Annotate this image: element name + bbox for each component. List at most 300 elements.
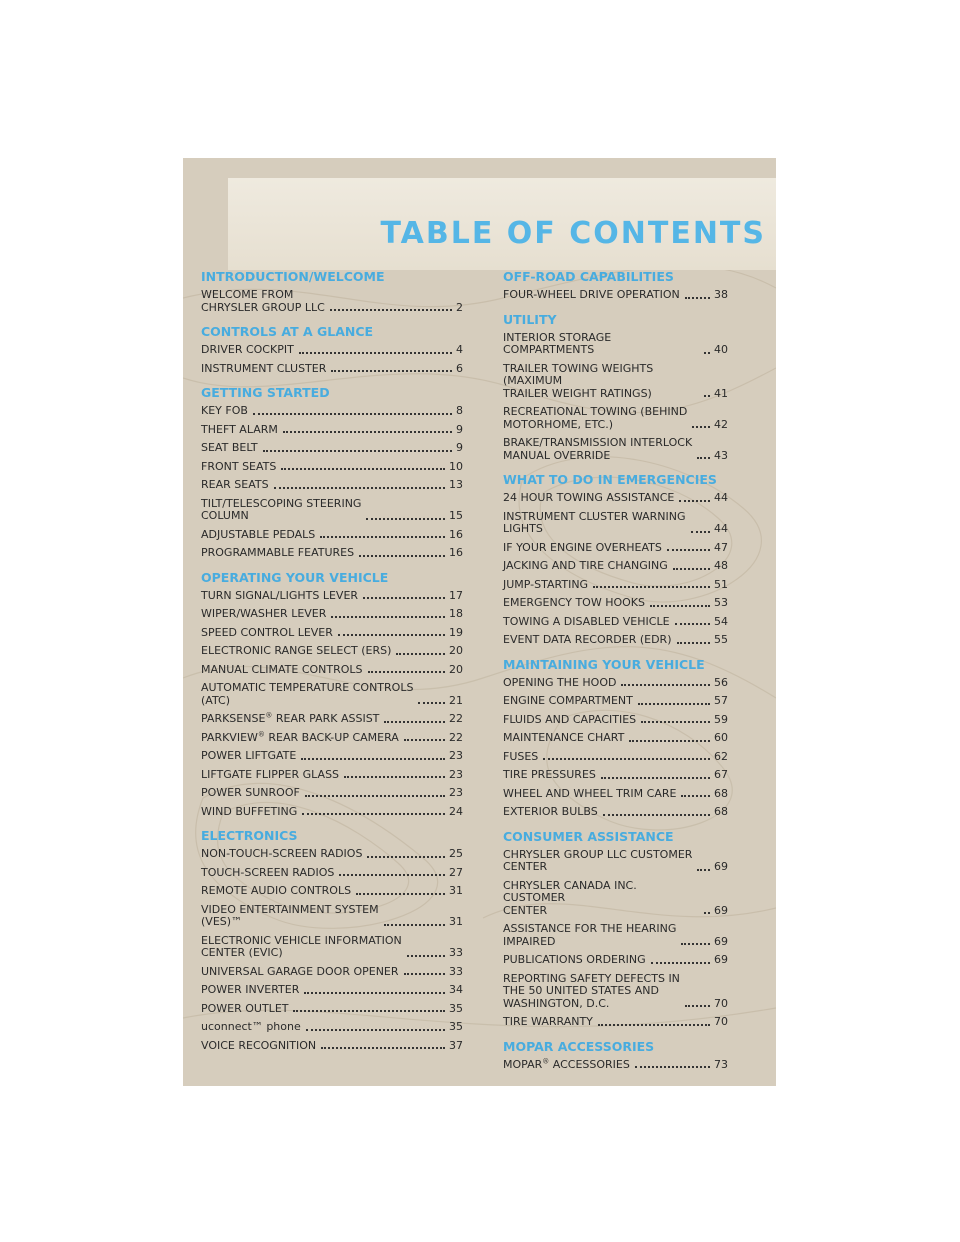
page-number: 70 [714, 996, 728, 1010]
dot-leader [543, 758, 710, 760]
dot-leader [697, 457, 710, 459]
toc-entry[interactable] [201, 344, 463, 357]
toc-entry[interactable] [201, 498, 463, 523]
dot-leader [650, 605, 710, 607]
entry-title [201, 645, 391, 658]
dot-leader [320, 536, 445, 538]
dot-leader [667, 549, 710, 551]
entry-title-text: MANUAL CLIMATE CONTROLS [201, 662, 363, 676]
entry-title [503, 560, 668, 573]
section-heading: GETTING STARTED [201, 385, 330, 400]
dot-leader [396, 653, 445, 655]
entry-title [201, 608, 326, 621]
page-number: 31 [449, 884, 463, 897]
page-number: 51 [714, 577, 728, 591]
page-number: 6 [456, 361, 463, 375]
toc-entry[interactable] [201, 590, 463, 603]
page-number: 56 [714, 675, 728, 689]
toc-entry[interactable] [503, 579, 728, 592]
dot-leader [368, 671, 445, 673]
toc-entry[interactable] [503, 849, 728, 874]
entry-title [503, 289, 680, 302]
toc-entry[interactable] [503, 289, 728, 302]
toc-entry[interactable] [201, 885, 463, 898]
toc-entry[interactable] [201, 627, 463, 640]
toc-right-column [503, 268, 728, 1077]
entry-title-text: TILT/TELESCOPING STEERING COLUMN [201, 496, 362, 522]
entry-title-text: REPORTING SAFETY DEFECTS IN THE 50 UNITED STATES AND WASHINGTON, D.C. [503, 971, 680, 1010]
dot-leader [601, 777, 710, 779]
entry-title-text: FOUR-WHEEL DRIVE OPERATION [503, 288, 680, 301]
dot-leader [704, 912, 710, 914]
entry-title-text: WHEEL AND WHEEL TRIM CARE [503, 786, 677, 800]
dot-leader [384, 924, 445, 926]
dot-leader [253, 413, 452, 415]
page-number: 47 [714, 540, 728, 554]
entry-title-text: BRAKE/TRANSMISSION INTERLOCK MANUAL OVERRIDE [503, 436, 693, 462]
page-number: 24 [449, 804, 463, 818]
entry-title-text: SEAT BELT [201, 441, 258, 454]
toc-entry[interactable] [201, 1040, 463, 1053]
entry-title [503, 806, 598, 819]
toc-entry[interactable] [201, 645, 463, 658]
toc-entry[interactable] [201, 424, 463, 437]
dot-leader [407, 955, 445, 957]
entry-title [201, 590, 358, 603]
entry-title-text: VIDEO ENTERTAINMENT SYSTEM (VES)™ [201, 902, 379, 928]
page-number: 27 [449, 865, 463, 879]
toc-entry[interactable] [201, 1003, 463, 1016]
toc-entry[interactable] [503, 363, 728, 401]
section-heading: CONSUMER ASSISTANCE [503, 828, 674, 844]
entry-title-text: REMOTE AUDIO CONTROLS [201, 884, 352, 897]
dot-leader [363, 597, 445, 599]
page-number: 54 [714, 614, 728, 628]
entry-title-text: PROGRAMMABLE FEATURES [201, 546, 355, 559]
entry-title-text: POWER OUTLET [201, 1001, 289, 1015]
dot-leader [301, 758, 445, 760]
toc-entry[interactable] [201, 682, 463, 707]
entry-title-text: PUBLICATIONS ORDERING [503, 953, 646, 966]
dot-leader [638, 703, 710, 705]
toc-entry[interactable] [201, 1021, 463, 1034]
toc-entry[interactable] [503, 1016, 728, 1029]
entry-title-suffix: ACCESSORIES [549, 1057, 630, 1071]
toc-entry[interactable] [503, 511, 728, 536]
page-number: 15 [449, 509, 463, 522]
entry-title-text: VOICE RECOGNITION [201, 1038, 317, 1052]
dot-leader [306, 1029, 445, 1031]
entry-title [503, 492, 674, 505]
page-number: 25 [449, 847, 463, 860]
page-number: 62 [714, 749, 728, 763]
entry-title [201, 363, 326, 376]
dot-leader [338, 634, 445, 636]
page-number: 8 [456, 404, 463, 417]
toc-entry[interactable] [201, 904, 463, 929]
entry-title-text: NON-TOUCH-SCREEN RADIOS [201, 847, 363, 860]
entry-title-text: MOPAR [503, 1057, 543, 1071]
toc-entry[interactable] [503, 332, 728, 357]
toc-entry[interactable] [201, 729, 463, 745]
dot-leader [359, 555, 445, 557]
page-number: 21 [449, 693, 463, 707]
toc-entry[interactable] [201, 806, 463, 819]
toc-entry[interactable] [503, 732, 728, 745]
dot-leader [304, 992, 445, 994]
page-number: 23 [449, 786, 463, 799]
toc-entry[interactable] [201, 479, 463, 492]
page-number: 19 [449, 625, 463, 639]
entry-title [201, 729, 399, 745]
page-number: 10 [449, 459, 463, 473]
dot-leader [299, 352, 452, 354]
entry-title-text: TOUCH-SCREEN RADIOS [201, 865, 335, 879]
dot-leader [593, 586, 710, 588]
dot-leader [344, 776, 445, 778]
entry-title-text: JACKING AND TIRE CHANGING [503, 559, 668, 572]
page-number: 17 [449, 588, 463, 602]
toc-entry[interactable] [201, 750, 463, 763]
page-number: 16 [449, 546, 463, 559]
page-number: 9 [456, 441, 463, 454]
page-number: 34 [449, 983, 463, 996]
page-number: 68 [714, 786, 728, 800]
page-number: 4 [456, 343, 463, 356]
page-number: 44 [714, 491, 728, 504]
entry-title [201, 966, 399, 979]
toc-entry[interactable] [201, 935, 463, 960]
toc-entry[interactable] [503, 923, 728, 948]
entry-title [503, 579, 588, 592]
toc-entry[interactable] [201, 966, 463, 979]
dot-leader [331, 370, 452, 372]
entry-title-text: CHRYSLER CANADA INC. CUSTOMER CENTER [503, 878, 637, 917]
page-number: 53 [714, 596, 728, 609]
entry-title [503, 1016, 593, 1029]
entry-title [503, 788, 676, 801]
section-heading: OFF-ROAD CAPABILITIES [503, 269, 674, 284]
dot-leader [418, 702, 445, 704]
entry-title [503, 954, 646, 967]
entry-title-text: POWER SUNROOF [201, 786, 300, 799]
toc-entry[interactable] [201, 363, 463, 376]
dot-leader [651, 962, 710, 964]
entry-title [201, 1021, 301, 1034]
entry-title-text: RECREATIONAL TOWING (BEHIND MOTORHOME, ETC.) [503, 405, 688, 431]
page-number: 23 [449, 749, 463, 762]
entry-title [201, 498, 361, 523]
toc-entry[interactable] [201, 713, 463, 726]
page-number: 35 [449, 1020, 463, 1033]
entry-title [201, 867, 334, 880]
toc-entry[interactable] [503, 437, 728, 462]
toc-entry[interactable] [201, 461, 463, 474]
toc-entry[interactable] [201, 664, 463, 677]
entry-title-text: OPENING THE HOOD [503, 675, 617, 689]
registered-mark: ® [265, 711, 273, 720]
entry-title [201, 885, 351, 898]
entry-title-text: MAINTENANCE CHART [503, 731, 625, 744]
entry-title [201, 904, 379, 929]
entry-title [201, 664, 363, 677]
dot-leader [679, 500, 710, 502]
entry-title-text: uconnect™ phone [201, 1020, 301, 1033]
dot-leader [697, 869, 710, 871]
entry-title [201, 627, 333, 640]
entry-title [503, 973, 680, 1011]
entry-title [503, 406, 687, 431]
entry-title-text: ADJUSTABLE PEDALS [201, 527, 316, 541]
dot-leader [321, 1047, 445, 1049]
entry-title-text: WIPER/WASHER LEVER [201, 607, 327, 620]
entry-title-text: ELECTRONIC VEHICLE INFORMATION CENTER (EVIC) [201, 933, 402, 959]
page-number: 42 [714, 417, 728, 431]
page-number: 69 [714, 934, 728, 948]
entry-title [503, 511, 686, 536]
toc-entry[interactable] [201, 867, 463, 880]
page-number: 20 [449, 662, 463, 676]
entry-title-text: WELCOME FROM CHRYSLER GROUP LLC [201, 288, 325, 314]
page-number: 35 [449, 1001, 463, 1015]
entry-title [201, 1040, 316, 1053]
page-number: 67 [714, 768, 728, 781]
entry-title [201, 848, 362, 861]
entry-title-text: UNIVERSAL GARAGE DOOR OPENER [201, 964, 399, 978]
title-banner [228, 178, 776, 270]
toc-entry[interactable] [503, 1056, 728, 1072]
entry-title [201, 984, 299, 997]
dot-leader [302, 813, 445, 815]
entry-title [503, 332, 699, 357]
page-number: 31 [449, 915, 463, 928]
dot-leader [331, 616, 445, 618]
dot-leader [641, 721, 710, 723]
page-number: 69 [714, 860, 728, 873]
toc-entry[interactable] [201, 442, 463, 455]
toc-entry[interactable] [503, 954, 728, 967]
page-number: 41 [714, 386, 728, 400]
page-number: 43 [714, 448, 728, 462]
section-heading: UTILITY [503, 311, 557, 327]
dot-leader [274, 487, 445, 489]
dot-leader [263, 450, 452, 452]
entry-title-text: SPEED CONTROL LEVER [201, 625, 333, 639]
entry-title [503, 1056, 630, 1072]
toc-entry[interactable] [503, 406, 728, 431]
entry-title-text: INSTRUMENT CLUSTER [201, 361, 327, 375]
toc-entry[interactable] [503, 542, 728, 555]
entry-title [201, 442, 258, 455]
entry-title-text: EMERGENCY TOW HOOKS [503, 596, 645, 609]
toc-entry[interactable] [503, 880, 728, 918]
toc-entry[interactable] [201, 608, 463, 621]
entry-title-text: EVENT DATA RECORDER (EDR) [503, 633, 672, 646]
dot-leader [635, 1066, 710, 1068]
entry-title [503, 363, 699, 401]
dot-leader [685, 297, 710, 299]
entry-title [503, 616, 670, 629]
entry-title-text: THEFT ALARM [201, 422, 278, 436]
dot-leader [692, 426, 710, 428]
toc-entry[interactable] [503, 597, 728, 610]
entry-title [201, 935, 402, 960]
entry-title-text: FRONT SEATS [201, 459, 277, 473]
toc-entry[interactable] [201, 289, 463, 314]
toc-entry[interactable] [503, 788, 728, 801]
registered-mark: ® [257, 729, 265, 738]
dot-leader [293, 1010, 445, 1012]
page-number: 9 [456, 422, 463, 436]
entry-title-text: PARKSENSE [201, 712, 266, 725]
entry-title [503, 923, 676, 948]
entry-title [201, 289, 325, 314]
entry-title-text: ASSISTANCE FOR THE HEARING IMPAIRED [503, 922, 677, 948]
entry-title-text: AUTOMATIC TEMPERATURE CONTROLS (ATC) [201, 681, 414, 707]
dot-leader [629, 740, 710, 742]
toc-entry[interactable] [503, 560, 728, 573]
entry-title [201, 529, 315, 542]
dot-leader [305, 795, 445, 797]
page-number: 60 [714, 731, 728, 744]
entry-title [201, 750, 296, 763]
entry-title-text: DRIVER COCKPIT [201, 343, 294, 356]
entry-title [201, 405, 248, 418]
page-number: 57 [714, 694, 728, 707]
entry-title-text: POWER INVERTER [201, 983, 300, 996]
entry-title [201, 713, 379, 726]
entry-title-text: TIRE PRESSURES [503, 768, 596, 781]
toc-entry[interactable] [503, 751, 728, 764]
entry-title [201, 769, 339, 782]
dot-leader [330, 309, 452, 311]
page-number: 55 [714, 633, 728, 646]
dot-leader [673, 568, 710, 570]
entry-title-text: EXTERIOR BULBS [503, 805, 598, 818]
dot-leader [704, 352, 710, 354]
entry-title-text: REAR SEATS [201, 478, 269, 491]
toc-entry[interactable] [503, 695, 728, 708]
toc-entry[interactable] [201, 787, 463, 800]
section-heading: CONTROLS AT A GLANCE [201, 324, 374, 339]
entry-title-text: INSTRUMENT CLUSTER WARNING LIGHTS [503, 509, 686, 535]
dot-leader [339, 874, 445, 876]
dot-leader [681, 943, 710, 945]
page-number: 20 [449, 644, 463, 657]
entry-title-text: POWER LIFTGATE [201, 749, 297, 762]
entry-title-text: KEY FOB [201, 404, 248, 417]
dot-leader [685, 1005, 710, 1007]
entry-title-text: INTERIOR STORAGE COMPARTMENTS [503, 330, 612, 356]
toc-entry[interactable] [503, 616, 728, 629]
entry-title [503, 597, 645, 610]
page-number: 69 [714, 953, 728, 966]
toc-entry[interactable] [503, 714, 728, 727]
toc-entry[interactable] [503, 492, 728, 505]
entry-title [201, 547, 354, 560]
page-number: 23 [449, 767, 463, 781]
toc-entry[interactable] [503, 806, 728, 819]
entry-title-suffix: REAR PARK ASSIST [272, 712, 380, 725]
dot-leader [384, 721, 445, 723]
entry-title [503, 880, 699, 918]
toc-entry[interactable] [503, 769, 728, 782]
entry-title-text: FUSES [503, 749, 539, 763]
page-number: 69 [714, 903, 728, 917]
page-number: 16 [449, 527, 463, 541]
entry-title-text: ELECTRONIC RANGE SELECT (ERS) [201, 644, 392, 657]
entry-title-text: TOWING A DISABLED VEHICLE [503, 614, 670, 628]
registered-mark: ® [542, 1056, 550, 1065]
dot-leader [603, 814, 710, 816]
entry-title [201, 806, 297, 819]
toc-entry[interactable] [503, 677, 728, 690]
entry-title-text: ENGINE COMPARTMENT [503, 694, 633, 707]
section-heading: OPERATING YOUR VEHICLE [201, 569, 389, 585]
section-heading: WHAT TO DO IN EMERGENCIES [503, 472, 717, 487]
toc-entry[interactable] [201, 405, 463, 418]
dot-leader [404, 739, 445, 741]
dot-leader [598, 1024, 710, 1026]
entry-title-suffix: REAR BACK-UP CAMERA [264, 730, 399, 744]
entry-title [201, 424, 278, 437]
entry-title-text: 24 HOUR TOWING ASSISTANCE [503, 491, 675, 504]
dot-leader [281, 468, 445, 470]
entry-title-text: FLUIDS AND CAPACITIES [503, 712, 637, 726]
page-number: 2 [456, 300, 463, 314]
entry-title [201, 787, 300, 800]
page-title: TABLE OF CONTENTS [380, 216, 766, 251]
page-number: 48 [714, 559, 728, 572]
dot-leader [283, 431, 452, 433]
entry-title [503, 437, 692, 462]
entry-title-text: LIFTGATE FLIPPER GLASS [201, 767, 340, 781]
page-number: 44 [714, 522, 728, 535]
entry-title [503, 732, 624, 745]
entry-title-text: IF YOUR ENGINE OVERHEATS [503, 540, 662, 554]
toc-entry[interactable] [201, 547, 463, 560]
dot-leader [704, 395, 710, 397]
toc-left-column [201, 268, 463, 1058]
entry-title [503, 751, 538, 764]
entry-title [503, 677, 616, 690]
toc-entry[interactable] [503, 634, 728, 647]
entry-title [503, 542, 662, 555]
dot-leader [404, 973, 445, 975]
entry-title [201, 344, 294, 357]
toc-entry[interactable] [503, 973, 728, 1011]
page-number: 22 [449, 712, 463, 725]
entry-title [503, 849, 692, 874]
toc-entry[interactable] [201, 984, 463, 997]
dot-leader [356, 893, 445, 895]
dot-leader [691, 531, 710, 533]
page-number: 38 [714, 288, 728, 301]
toc-entry[interactable] [201, 848, 463, 861]
entry-title-text: CHRYSLER GROUP LLC CUSTOMER CENTER [503, 847, 693, 873]
entry-title-text: TIRE WARRANTY [503, 1015, 593, 1028]
section-heading: INTRODUCTION/WELCOME [201, 269, 385, 284]
toc-entry[interactable] [201, 769, 463, 782]
page-number: 73 [714, 1057, 728, 1071]
entry-title-text: PARKVIEW [201, 730, 258, 744]
entry-title [503, 634, 672, 647]
page-number: 59 [714, 712, 728, 726]
page-number: 33 [449, 964, 463, 978]
toc-entry[interactable] [201, 529, 463, 542]
entry-title [201, 461, 276, 474]
page-number: 68 [714, 805, 728, 818]
